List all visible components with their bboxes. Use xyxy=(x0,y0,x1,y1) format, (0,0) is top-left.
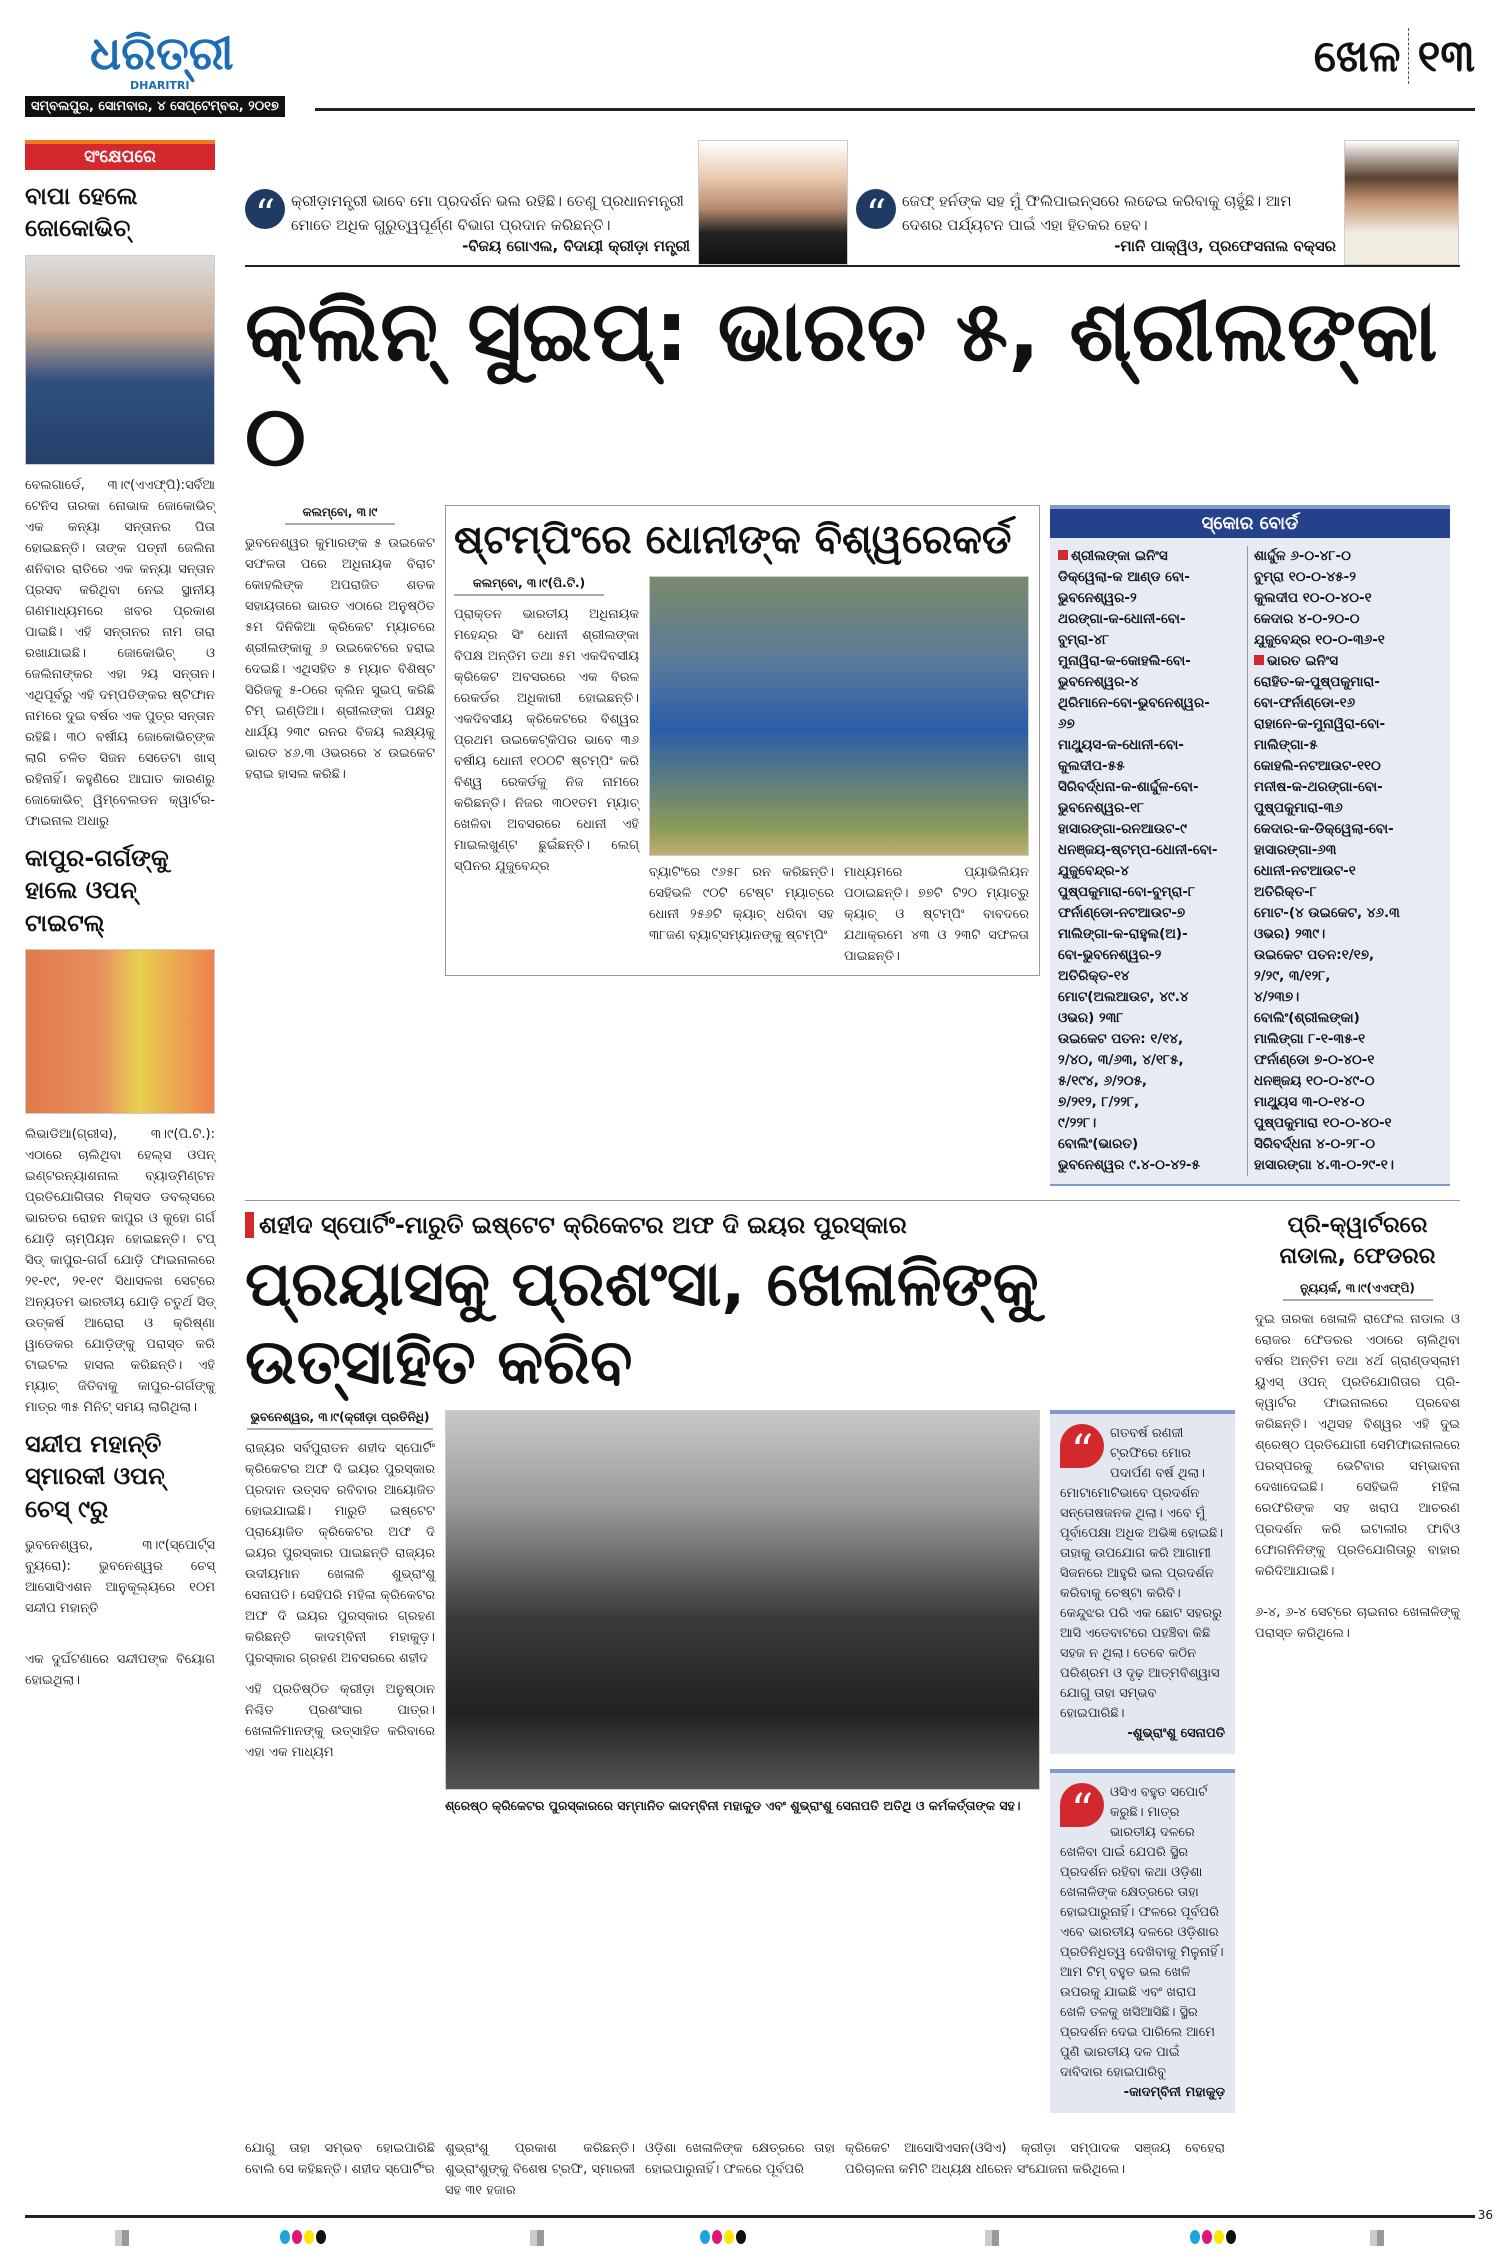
main-area xyxy=(245,140,1460,2201)
award-quotes xyxy=(1050,1410,1235,2128)
dhoni-story-columns xyxy=(454,576,1031,967)
scoreboard-col-india xyxy=(1254,546,1439,1176)
brief-headline-chess: ସନ୍ଦୀପ ମହାନ୍ତି ସ୍ମାରକୀ ଓପନ୍ ଚେସ୍ ୯ରୁ xyxy=(25,1429,165,1523)
award-col1 xyxy=(245,1410,435,1763)
scoreboard-line: ମାଲିଙ୍ଗା ୮-୧-୩୫-୧ xyxy=(1254,1031,1366,1047)
quote-box-subhranshu xyxy=(1050,1410,1235,1754)
award-col-bottom: ଓଡ଼ିଶା ଖେଳାଳିଙ୍କ କ୍ଷେତ୍ରରେ ତାହା ହୋଇପାରୁନାହିଁ। ଫଳରେ ପୂର୍ବପରି xyxy=(645,2141,835,2177)
quote-pacquiao xyxy=(856,179,1336,265)
scoreboard-line: ମନୀଷ-କ-ଥରଙ୍ଗା-ବୋ- xyxy=(1254,779,1383,795)
scoreboard-line: ଧନଞ୍ଜୟ ୧୦-୦-୪୯-୦ xyxy=(1254,1073,1375,1089)
quote-attribution: -ଶୁଭ୍ରାଂଶୁ ସେନାପତି xyxy=(1127,1726,1225,1741)
registration-mark xyxy=(985,2230,999,2246)
scoreboard-line: ଥରଙ୍ଗା-କ-ଧୋନୀ-ବୋ- xyxy=(1058,611,1186,627)
brief-body-chess: ଭୁବନେଶ୍ୱର, ୩।୯(ସ୍ପୋର୍ଟ୍ସ ବ୍ୟୁରୋ): ଭୁବନେଶ୍ୱର ଚେସ୍ ଆସୋସିଏଶନ ଆନୁକୂଲ୍ୟରେ ୧୦ମ ସନ୍ଦୀପ ମହାନ୍ତି xyxy=(25,1538,215,1617)
award-col-bottom: କ୍ରିକେଟ ଆସୋସିଏସନ(ଓସିଏ) କ୍ରୀଡ଼ା ସମ୍ପାଦକ ସଞ୍ଜୟ ବେହେରା ପରିଚାଳନା କମିଟି ଅଧ୍ୟକ୍ଷ ଧୀରେନ ସଂଯୋଜନା କରିଥିଲେ। xyxy=(845,2141,1225,2177)
scoreboard-line: ୪/୨୩୭। xyxy=(1254,989,1300,1005)
quotes-row xyxy=(245,140,1460,267)
scoreboard-line: ହାସାରଙ୍ଗା-ରନଆଉଟ-୯ xyxy=(1058,821,1187,837)
scoreboard-line: ବୁମ୍ରା ୧୦-୦-୪୫-୨ xyxy=(1254,569,1356,585)
dhoni-story-col3: ମାଧ୍ୟମରେ ପ୍ୟାଭିଲିୟନ ପଠାଇଛନ୍ତି। ୭୭ଟି ଟି୨୦ ମ୍ୟାଚ୍‌ରୁ କ୍ୟାଚ୍ ଓ ଷ୍ଟମ୍ପିଂ ବାବଦରେ ଯଥାକ୍ରମେ ୪୩ ଓ ୨୩ଟି ସଫଳତା ପାଇଛନ୍ତି। xyxy=(844,865,1029,964)
scoreboard-line: ଫର୍ନାଣ୍ଡୋ ୭-୦-୪୦-୧ xyxy=(1254,1052,1375,1068)
scoreboard-line: ମୋଟ-(୪ ଉଇକେଟ, ୪୬.୩ xyxy=(1254,905,1400,921)
scoreboard-line: ହାସାରଙ୍ଗା ୪.୩-୦-୨୯-୧। xyxy=(1254,1157,1394,1173)
scoreboard-line: ଓଭର) ୨୩୮ xyxy=(1058,1010,1124,1026)
scoreboard-line: ଉଇକେଟ ପତନ:୧/୧୭, xyxy=(1254,947,1375,963)
photo-dhoni-stumping xyxy=(649,576,1029,856)
award-headline: ପ୍ରୟାସକୁ ପ୍ରଶଂସା, ଖେଳାଳିଙ୍କୁ ଉତ୍ସାହିତ କରିବ xyxy=(245,1247,1039,1398)
scoreboard-line: ଅତିରିକ୍ତ-୧୪ xyxy=(1058,968,1130,984)
scoreboard-innings-heading: ଶ୍ରୀଲଙ୍କା ଇନିଂସ xyxy=(1058,546,1243,567)
quote-icon: “ xyxy=(856,189,896,229)
quote-text: କ୍ରୀଡ଼ାମନ୍ତ୍ରୀ ଭାବେ ମୋ ପ୍ରଦର୍ଶନ ଭଲ ରହିଛି। ତେଣୁ ପ୍ରଧାନମନ୍ତ୍ରୀ ମୋତେ ଅଧିକ ଗୁରୁତ୍ୱପୂର୍ଣ୍ଣ ବିଭାଗ ପ୍ରଦାନ କରିଛନ୍ତି। xyxy=(291,192,684,234)
scoreboard-line: କେଦାର ୪-୦-୨୦-୦ xyxy=(1254,611,1360,627)
scoreboard-line: ମୁନାୱିରା-କ-କୋହଲି-ବୋ- xyxy=(1058,653,1191,669)
quote-text: ଜେଫ୍ ହର୍ନଙ୍କ ସହ ମୁଁ ଫିଲିପାଇନ୍ସରେ ଲଢେଇ କରିବାକୁ ଚାହୁଁଛି। ଆମ ଦେଶର ପର୍ଯ୍ୟଟନ ପାଇଁ ଏହା ହିତକର ହେବ। xyxy=(902,192,1292,234)
scoreboard xyxy=(1050,505,1450,1186)
scoreboard-line: ଥିରିମାନେ-ବୋ-ଭୁବନେଶ୍ୱର- xyxy=(1058,695,1210,711)
scoreboard-line: କୁଲଦୀପ ୧୦-୦-୪୦-୧ xyxy=(1254,590,1372,606)
footer xyxy=(25,2208,1493,2255)
award-story-body: ରାଜ୍ୟର ସର୍ବପୁରାତନ ଶହୀଦ ସ୍ପୋର୍ଟିଂ କ୍ରିକେଟର ଅଫ ଦି ଇୟର ପୁରସ୍କାର ପ୍ରଦାନ ଉତ୍ସବ ରବିବାର ଆୟୋଜିତ ହୋଇଯାଇଛି। ମାରୁତି ଇଷ୍ଟେଟ ପ୍ରାୟୋଜିତ କ୍ରିକେଟର ଅଫ ଦି ଇୟର ପୁରସ୍କାର ପାଇଛନ୍ତି ରାଜ୍ୟର ଉଦୀୟମାନ ଖେଳାଳି ଶୁଭ୍ରାଂଶୁ ସେନାପତି। ସେହିପରି ମହିଳା କ୍ରିକେଟର ଅଫ ଦି ଇୟର ପୁରସ୍କାର ଗ୍ରହଣ କରିଛନ୍ତି କାଦମ୍ବିନୀ ମହାକୁଡ଼। ପୁରସ୍କାର ଗ୍ରହଣ ଅବସରରେ ଶହୀଦ xyxy=(245,1441,435,1666)
newspaper-logo: ଧରିତ୍ରୀ xyxy=(90,26,234,80)
scoreboard-line: ସିରିବର୍ଦ୍ଧନା-କ-ଶାର୍ଦ୍ଦୁଳ-ବୋ- xyxy=(1058,779,1199,795)
color-registration-mark xyxy=(1190,2230,1236,2244)
award-col-bottom: ଯୋଗୁ ତାହା ସମ୍ଭବ ହୋଇପାରିଛି ବୋଲି ସେ କହିଛନ୍ତି। ଶହୀଦ ସ୍ପୋର୍ଟିଂର xyxy=(245,2141,435,2177)
scoreboard-line: ବୁମ୍ରା-୪୮ xyxy=(1058,632,1110,648)
main-headline: କ୍ଲିନ୍ ସୁଇପ୍: ଭାରତ ୫, ଶ୍ରୀଲଙ୍କା ୦ xyxy=(245,282,1438,485)
photo-manny-pacquiao xyxy=(1344,140,1459,265)
scoreboard-line: ଭୁବନେଶ୍ୱର-୧୮ xyxy=(1058,800,1145,816)
scoreboard-line: ମାଲିଙ୍ଗା-କ-ରାହୁଲ(ଅ)- xyxy=(1058,926,1188,942)
section-name: ଖେଳ xyxy=(1313,30,1401,82)
nadal-story xyxy=(1255,1211,1460,1644)
scoreboard-line: ସିରିବର୍ଦ୍ଧନା ୪-୦-୨୮-୦ xyxy=(1254,1136,1376,1152)
quote-goel xyxy=(245,179,690,265)
brief-body-djokovic: ବେଲଗାର୍ଡେ, ୩।୯(ଏଏଫ୍‌ପି):ସର୍ବିଆ ଟେନିସ ତାରକା ନୋଭାକ ଜୋକୋଭିଚ୍ ଏକ କନ୍ୟା ସନ୍ତାନର ପିତା ହୋଇଛନ୍ତି। ତାଙ୍କ ପତ୍ନୀ ଜେଲିନା ଶନିବାର ରାତିରେ ଏକ କନ୍ୟା ସନ୍ତାନ ପ୍ରସବ କରିଥିବା ନେଇ ସ୍ଥାନୀୟ ଗଣମାଧ୍ୟମରେ ଖବର ପ୍ରକାଶ ପାଇଛି। ଏହି ସନ୍ତାନର ନାମ ତାରା ରଖାଯାଇଛି। ଜୋକୋଭିଚ୍ ଓ ଜେଲିନାଙ୍କର ଏହା ୨ୟ ସନ୍ତାନ। ଏଥିପୂର୍ବରୁ ଏହି ଦମ୍ପତିଙ୍କର ଷ୍ଟିଫାନ ନାମରେ ଦୁଇ ବର୍ଷର ଏକ ପୁତ୍ର ସନ୍ତାନ ରହିଛି। ୩୦ ବର୍ଷୀୟ ଜୋକୋଭିଚ୍‌ଙ୍କ ଲାଗି ଚଳିତ ସିଜନ ସେତେଟା ଖାସ୍ ରହିନାହିଁ। କହୁଣିରେ ଆଘାତ କାରଣରୁ ଜୋକୋଭିଚ୍ ୱିମ୍ବେଲଡନ କ୍ୱାର୍ଟର-ଫାଇନାଲ ଅଧାରୁ xyxy=(25,477,215,829)
page-label: ୧୩ xyxy=(1417,30,1475,82)
brief-headline-djokovic: ବାପା ହେଲେ ଜୋକୋଭିଚ୍ xyxy=(25,182,138,243)
award-story-body-cont: ଏହି ପ୍ରତିଷ୍ଠିତ କ୍ରୀଡ଼ା ଅନୁଷ୍ଠାନ ନିଶ୍ଚିତ ପ୍ରଶଂସାର ପାତ୍ର। ଖେଳାଳିମାନଙ୍କୁ ଉତ୍ସାହିତ କରିବାରେ ଏହା ଏକ ମାଧ୍ୟମ xyxy=(245,1682,435,1760)
main-dateline: କଲମ୍ବୋ, ୩।୯ xyxy=(285,505,395,525)
scoreboard-line: ଶାର୍ଦ୍ଦୁଳ ୬-୦-୪୮-୦ xyxy=(1254,548,1351,564)
briefs-label: ସଂକ୍ଷେପରେ xyxy=(25,140,215,170)
award-kicker-text: ଶହୀଦ ସ୍ପୋର୍ଟିଂ-ମାରୁତି ଇଷ୍ଟେଟ କ୍ରିକେଟର ଅଫ ଦି ଇୟର ପୁରସ୍କାର xyxy=(259,1211,907,1239)
dhoni-story-body: ପ୍ରାକ୍ତନ ଭାରତୀୟ ଅଧିନାୟକ ମହେନ୍ଦ୍ର ସିଂ ଧୋନୀ ଶ୍ରୀଲଙ୍କା ବିପକ୍ଷ ଅନ୍ତିମ ତଥା ୫ମ ଏକଦିବସୀୟ କ୍ରିକେଟ ଅବସରରେ ଏକ ବିରଳ ରେକର୍ଡର ଅଧିକାରୀ ହୋଇଛନ୍ତି। ଏକଦିବସୀୟ କ୍ରିକେଟରେ ବିଶ୍ୱର ପ୍ରଥମ ଉଇକେଟ୍‌କିପର ଭାବେ ୩୬ ବର୍ଷୀୟ ଧୋନୀ ୧୦୦ଟି ଷ୍ଟମ୍ପିଂ କରି ବିଶ୍ୱ ରେକର୍ଡକୁ ନିଜ ନାମରେ କରିଛନ୍ତି। ନିଜର ୩୦୧ତମ ମ୍ୟାଚ୍ ଖେଳିବା ଅବସରରେ ଧୋନୀ ଏହି ମାଇଲଖୁଣ୍ଟ ଛୁଇଁଛନ୍ତି। ଲେଗ୍ ସ୍ପିନର ଯୁଜୁବେନ୍ଦ୍ର xyxy=(454,607,639,874)
scoreboard-line: ବୋ-ଭୁବନେଶ୍ୱର-୨ xyxy=(1058,947,1162,963)
scoreboard-line: କେଦାର-କ-ଡିକ୍‌ୱେଲା-ବୋ- xyxy=(1254,821,1394,837)
dhoni-headline: ଷ୍ଟମ୍ପିଂରେ ଧୋନୀଙ୍କ ବିଶ୍ୱରେକର୍ଡ xyxy=(454,517,1012,563)
quote-box-kadambini xyxy=(1050,1769,1235,2113)
quote-text: ଓସିଏ ବହୁତ ସପୋର୍ଟ କରୁଛି। ମାତ୍ର ଭାରତୀୟ ଦଳରେ ଖେଳିବା ପାଇଁ ଯେପରି ସ୍ଥିର ପ୍ରଦର୍ଶନ ରହିବା କଥା ଓଡ଼ିଶା ଖେଳାଳିଙ୍କ କ୍ଷେତ୍ରରେ ତାହା ହୋଇପାରୁନାହିଁ। ଫଳରେ ପୂର୍ବପରି ଏବେ ଭାରତୀୟ ଦଳରେ ଓଡ଼ିଶାର ପ୍ରତିନିଧିତ୍ୱ ଦେଖିବାକୁ ମିଳୁନାହିଁ। ଆମ ଟିମ୍ ବହୁତ ଭଲ ଖେଳି ଉପରକୁ ଯାଇଛି ଏବଂ ଖରାପ ଖେଳି ତଳକୁ ଖସିଆସିଛି। ସ୍ଥିର ପ୍ରଦର୍ଶନ ଦେଇ ପାରିଲେ ଆମେ ପୁଣି ଭାରତୀୟ ଦଳ ପାଇଁ ଦାବିଦାର ହୋଇପାରିବୁ xyxy=(1060,1785,1224,2080)
scoreboard-line: ୫/୧୯୪, ୬/୨୦୫, xyxy=(1058,1073,1148,1089)
scoreboard-columns xyxy=(1050,538,1450,1176)
registration-mark xyxy=(115,2230,129,2246)
header-rule xyxy=(315,108,1475,111)
award-dateline: ଭୁବନେଶ୍ୱର, ୩।୯(କ୍ରୀଡ଼ା ପ୍ରତିନିଧି) xyxy=(247,1410,433,1430)
color-registration-mark xyxy=(700,2230,746,2244)
scoreboard-line: ଡିକ୍‌ୱେଲା-କ ଆଣ୍ଡ ବୋ- xyxy=(1058,569,1190,585)
main-story-body: ଭୁବନେଶ୍ୱର କୁମାରଙ୍କ ୫ ଉଇକେଟ ସଫଳତା ପରେ ଅଧିନାୟକ ବିରାଟ କୋହଲିଙ୍କ ଅପରାଜିତ ଶତକ ସହାୟତାରେ ଭାରତ ଏଠାରେ ଅନୁଷ୍ଠିତ ୫ମ ଦିନିକିଆ କ୍ରିକେଟ ମ୍ୟାଚରେ ଶ୍ରୀଲଙ୍କାକୁ ୬ ଉଇକେଟରେ ହରାଇ ଦେଇଛି। ଏଥିସହିତ ୫ ମ୍ୟାଚ ବିଶିଷ୍ଟ ସିରିଜକୁ ୫-୦ରେ କ୍ଲିନ ସୁଇପ୍ କରିଛି ଟିମ୍ ଇଣ୍ଡିଆ। ଶ୍ରୀଲଙ୍କା ପକ୍ଷରୁ ଧାର୍ଯ୍ୟ ୨୩୯ ରନର ବିଜୟ ଲକ୍ଷ୍ୟକୁ ଭାରତ ୪୬.୩ ଓଭରରେ ୪ ଉଇକେଟ ହରାଇ ହାସଲ କରିଛି। xyxy=(245,536,435,782)
dhoni-story-col2: ବ୍ୟାଟିଂରେ ୯୬୫୮ ରନ କରିଛନ୍ତି। ସେହିଭଳି ୯୦ଟି ଟେଷ୍ଟ ମ୍ୟାଚ୍‌ରେ ଧୋନୀ ୨୫୬ଟି କ୍ୟାଚ୍ ଧରିବା ସହ ୩୮ଜଣ ବ୍ୟାଟ୍ସମ୍ୟାନଙ୍କୁ ଷ୍ଟମ୍ପିଂ xyxy=(649,865,834,943)
brief-body-kapur: ଲିଭାଡିଆ(ଗ୍ରୀସ), ୩।୯(ପି.ଟି.): ଏଠାରେ ଚାଲିଥିବା ହେଲ୍ସ ଓପନ୍ ଇଣ୍ଟରନ୍ୟାଶନାଲ ବ୍ୟାଡ୍‌ମିଣ୍ଟନ ପ୍ରତିଯୋଗିତାର ମିକ୍ସଡ ଡବଲ୍ସରେ ଭାରତର ରୋହନ କାପୁର ଓ କୁହୋ ଗର୍ଗ ଯୋଡ଼ି ଚାମ୍ପିୟନ ହୋଇଛନ୍ତି। ଟପ୍ ସିଡ୍ କାପୁର-ଗର୍ଗ ଯୋଡ଼ି ଫାଇନାଲରେ ୨୧-୧୯, ୨୧-୧୯ ସିଧାସଳଖ ସେଟ୍‌ରେ ଅନ୍ୟତମ ଭାରତୀୟ ଯୋଡ଼ି ଚତୁର୍ଥ ସିଡ୍ ଉତ୍କର୍ଷ ଆରୋରା ଓ କ୍ରିଷ୍ଣା ୱାଡେକର ଯୋଡ଼ିଙ୍କୁ ପରାସ୍ତ କରି ଟାଇଟଲ ହାସଲ କରିଛନ୍ତି। ଏହି ମ୍ୟାଚ୍ ଜିତିବାକୁ କାପୁର-ଗର୍ଗଙ୍କୁ ମାତ୍ର ୩୫ ମିନିଟ୍ ସମୟ ଲାଗିଥିଲା। xyxy=(25,1126,215,1415)
divider xyxy=(245,1200,1460,1201)
dhoni-dateline: କଲମ୍ବୋ, ୩।୯(ପି.ଟି.) xyxy=(454,576,604,596)
scoreboard-line: କୋହଲି-ନଟଆଉଟ-୧୧୦ xyxy=(1254,758,1381,774)
photo-djokovic xyxy=(25,255,215,465)
scoreboard-line: ବୋଲିଂ(ଭାରତ) xyxy=(1058,1136,1139,1152)
award-photo-block xyxy=(445,1410,1040,1824)
scoreboard-line: ଭୁବନେଶ୍ୱର-୪ xyxy=(1058,674,1139,690)
scoreboard-line: ଓଭର) ୨୩୯। xyxy=(1254,926,1326,942)
briefs-column xyxy=(25,140,215,1691)
quote-attribution: -ମାନି ପାକ୍ୱିଓ, ପ୍ରଫେସନାଲ ବକ୍ସର xyxy=(1114,237,1336,255)
scoreboard-line: ମାଥ୍ୟୁସ-କ-ଧୋନୀ-ବୋ- xyxy=(1058,737,1184,753)
scoreboard-line: ୬୭ xyxy=(1058,716,1075,732)
section-divider xyxy=(1408,28,1409,84)
nadal-story-end: ୬-୪, ୬-୪ ସେଟ୍‌ରେ ଚାଇନାର ଖେଳାଳିଙ୍କୁ ପରାସ୍ତ କରିଥିଲେ। xyxy=(1255,1604,1460,1641)
scoreboard-line: ହାସାରଙ୍ଗା-୬୩ xyxy=(1254,842,1337,858)
scoreboard-line: ମୋଟ(ଅଲଆଉଟ, ୪୯.୪ xyxy=(1058,989,1189,1005)
scoreboard-line: ୯/୨୨୮। xyxy=(1058,1115,1097,1131)
photo-caption: ଶ୍ରେଷ୍ଠ କ୍ରିକେଟର ପୁରସ୍କାରରେ ସମ୍ମାନିତ କାଦମ୍ବିନୀ ମହାକୁଡ ଏବଂ ଶୁଭ୍ରାଂଶୁ ସେନାପତି ଅତିଥି ଓ କର୍ମକର୍ତ୍ତାଙ୍କ ସହ। xyxy=(445,1798,1021,1813)
scoreboard-line: ବୋ-ଫର୍ନାଣ୍ଡୋ-୧୬ xyxy=(1254,695,1356,711)
quote-text: ଗତବର୍ଷ ରଣଜୀ ଟ୍ରଫିରେ ମୋର ପଦାର୍ପଣ ବର୍ଷ ଥିଲା। ମୋଟାମୋଟିଭାବେ ପ୍ରଦର୍ଶନ ସନ୍ତୋଷଜନକ ଥିଲା। ଏବେ ମୁଁ ପୂର୍ବାପେକ୍ଷା ଅଧିକ ଅଭିଜ୍ଞ ହୋଇଛି। ତାହାକୁ ଉପଯୋଗ କରି ଆଗାମୀ ସିଜନରେ ଆହୁରି ଭଲ ପ୍ରଦର୍ଶନ କରିବାକୁ ଚେଷ୍ଟା କରିବି। କେନ୍ଦୁଝର ପରି ଏକ ଛୋଟ ସହରରୁ ଆସି ଏତେବାଟରେ ପହଞ୍ଚିବା କିଛି ସହଜ ନ ଥିଲା। ତେବେ କଠିନ ପରିଶ୍ରମ ଓ ଦୃଢ଼ ଆତ୍ମବିଶ୍ୱାସ ଯୋଗୁ ତାହା ସମ୍ଭବ ହୋଇପାରିଛି। xyxy=(1060,1426,1224,1721)
scoreboard-line: ଅତିରିକ୍ତ-୮ xyxy=(1254,884,1317,900)
edition-dateline: ସମ୍ବଲପୁର, ସୋମବାର, ୪ ସେପ୍ଟେମ୍ବର, ୨୦୧୭ xyxy=(25,96,285,117)
scoreboard-innings-heading: ଭାରତ ଇନିଂସ xyxy=(1254,651,1439,672)
scoreboard-line: ଭୁବନେଶ୍ୱର-୨ xyxy=(1058,590,1137,606)
dhoni-photo-block xyxy=(649,576,1029,967)
scoreboard-line: ପୁଷ୍ପକୁମାରା-ବୋ-ବୁମ୍ରା-୮ xyxy=(1058,884,1195,900)
cricket-row xyxy=(245,505,1460,1186)
scoreboard-line: ମାଲିଙ୍ଗା-୫ xyxy=(1254,737,1318,753)
award-bottom-columns xyxy=(245,2138,1240,2201)
brief-body-chess-end: ଏକ ଦୁର୍ଘଟଣାରେ ସନ୍ଦୀପଙ୍କ ବିୟୋଗ ହୋଇଥିଲା। xyxy=(25,1652,215,1689)
scoreboard-line: ଉଇକେଟ ପତନ: ୧/୧୪, xyxy=(1058,1031,1184,1047)
scoreboard-line: ରୋହିତ-କ-ପୁଷ୍ପକୁମାରା- xyxy=(1254,674,1380,690)
photo-award-ceremony xyxy=(445,1410,1040,1790)
scoreboard-col-srilanka xyxy=(1058,546,1248,1176)
quote-attribution: -କାଦମ୍ବିନୀ ମହାକୁଡ଼ xyxy=(1123,2085,1225,2100)
photo-vijay-goel xyxy=(698,140,848,265)
scoreboard-line: ୨/୨୯, ୩/୧୨୮, xyxy=(1254,968,1331,984)
scoreboard-line: ୨/୪୦, ୩/୬୩, ୪/୧୮୫, xyxy=(1058,1052,1184,1068)
award-story xyxy=(245,1211,1240,2201)
award-row xyxy=(245,1211,1460,2201)
nadal-story-body: ଦୁଇ ତାରକା ଖେଳାଳି ରାଫେଲ ନାଡାଲ ଓ ରୋଜର ଫେଡରର ଏଠାରେ ଚାଲିଥିବା ବର୍ଷର ଅନ୍ତିମ ତଥା ୪ର୍ଥ ଗ୍ରାଣ୍ଡସ୍ଲାମ ୟୁଏସ୍ ଓପନ୍ ପ୍ରତିଯୋଗିତାର ପ୍ରି-କ୍ୱାର୍ଟର ଫାଇନାଲରେ ପ୍ରବେଶ କରିଛନ୍ତି। ଏଥିସହ ବିଶ୍ୱର ଏହି ଦୁଇ ଶ୍ରେଷ୍ଠ ପ୍ରତିଯୋଗୀ ସେମିଫାଇନାଲରେ ପରସ୍ପରକୁ ଭେଟିବାର ସମ୍ଭାବନା ଦେଖାଦେଇଛି। ସେହିଭଳି ମହିଳା ରେଫରିଙ୍କ ସହ ଖରାପ ଆଚରଣ ପ୍ରଦର୍ଶନ କରି ଇଟାଲୀର ଫାବିଓ ଫୋଗନିନିଙ୍କୁ ପ୍ରତିଯୋଗିତାରୁ ବାହାର କରିଦିଆଯାଇଛି। xyxy=(1255,1311,1460,1579)
quote-icon: “ xyxy=(1060,1783,1104,1827)
scoreboard-line: କୁଲଦୀପ-୫୫ xyxy=(1058,758,1125,774)
award-kicker xyxy=(245,1211,1240,1239)
page-number: 36 xyxy=(1475,2208,1493,2222)
award-columns xyxy=(245,1410,1240,2128)
scoreboard-line: ମାଥ୍ୟୁସ ୩-୦-୧୪-୦ xyxy=(1254,1094,1365,1110)
scoreboard-line: ପୁଷ୍ପକୁମାରା-୩୬ xyxy=(1254,800,1343,816)
masthead-left xyxy=(25,28,325,117)
scoreboard-line: ୭/୨୧୨, ୮/୨୨୮, xyxy=(1058,1094,1140,1110)
brief-headline-kapur: କାପୁର-ଗର୍ଗଙ୍କୁ ହାଲେ ଓପନ୍ ଟାଇଟଲ୍ xyxy=(25,843,169,937)
registration-mark xyxy=(1370,2230,1384,2246)
quote-icon: “ xyxy=(1060,1424,1104,1468)
page-columns xyxy=(25,140,1475,2201)
nadal-dateline: ନ୍ୟୁୟର୍କ, ୩।୯(ଏଏଫ୍‌ପି) xyxy=(1283,1281,1433,1301)
scoreboard-line: ଯୁଜୁବେନ୍ଦ୍ର-୪ xyxy=(1058,863,1129,879)
dhoni-story-box xyxy=(445,505,1040,976)
main-story xyxy=(245,505,435,785)
dhoni-story-col1 xyxy=(454,576,639,877)
color-registration-mark xyxy=(280,2230,326,2244)
award-col-bottom: ଶୁଭ୍ରାଂଶୁ ପ୍ରକାଶ କରିଛନ୍ତି। ଶୁଭ୍ରାଂଶୁଙ୍କୁ ବିଶେଷ ଟ୍ରଫି, ସ୍ମାରକୀ ସହ ୩୧ ହଜାର xyxy=(445,2141,635,2198)
scoreboard-line: ଧନଞ୍ଜୟ-ଷ୍ଟମ୍ପ-ଧୋନୀ-ବୋ- xyxy=(1058,842,1218,858)
scoreboard-line: ପୁଷ୍ପକୁମାରା ୧୦-୦-୪୦-୧ xyxy=(1254,1115,1392,1131)
scoreboard-line: ରାହାନେ-କ-ମୁନାୱିରା-ବୋ- xyxy=(1254,716,1386,732)
masthead xyxy=(25,28,1475,140)
quote-icon: “ xyxy=(245,189,285,229)
dhoni-lower-columns xyxy=(649,862,1029,967)
scoreboard-line: ଧୋନୀ-ନଟଆଉଟ-୧ xyxy=(1254,863,1356,879)
scoreboard-title: ସ୍କୋର ବୋର୍ଡ xyxy=(1050,509,1450,538)
newspaper-logo-english: DHARITRI xyxy=(130,78,190,92)
section-header xyxy=(1306,28,1475,84)
scoreboard-line: ଫର୍ନାଣ୍ଡୋ-ନଟଆଉଟ-୭ xyxy=(1058,905,1186,921)
scoreboard-line: ଭୁବନେଶ୍ୱର ୯.୪-୦-୪୨-୫ xyxy=(1058,1157,1200,1173)
photo-kapur-garg xyxy=(25,949,215,1114)
scoreboard-line: ଯୁଜୁବେନ୍ଦ୍ର ୧୦-୦-୩୬-୧ xyxy=(1254,632,1385,648)
registration-mark xyxy=(530,2230,544,2246)
quote-attribution: -ବିଜୟ ଗୋଏଲ, ବିଦାୟୀ କ୍ରୀଡ଼ା ମନ୍ତ୍ରୀ xyxy=(462,237,690,255)
nadal-headline: ପ୍ରି-କ୍ୱାର୍ଟରରେ ନାଡାଲ, ଫେଡରର xyxy=(1279,1213,1436,1269)
scoreboard-line: ବୋଲିଂ(ଶ୍ରୀଲଙ୍କା) xyxy=(1254,1010,1360,1026)
